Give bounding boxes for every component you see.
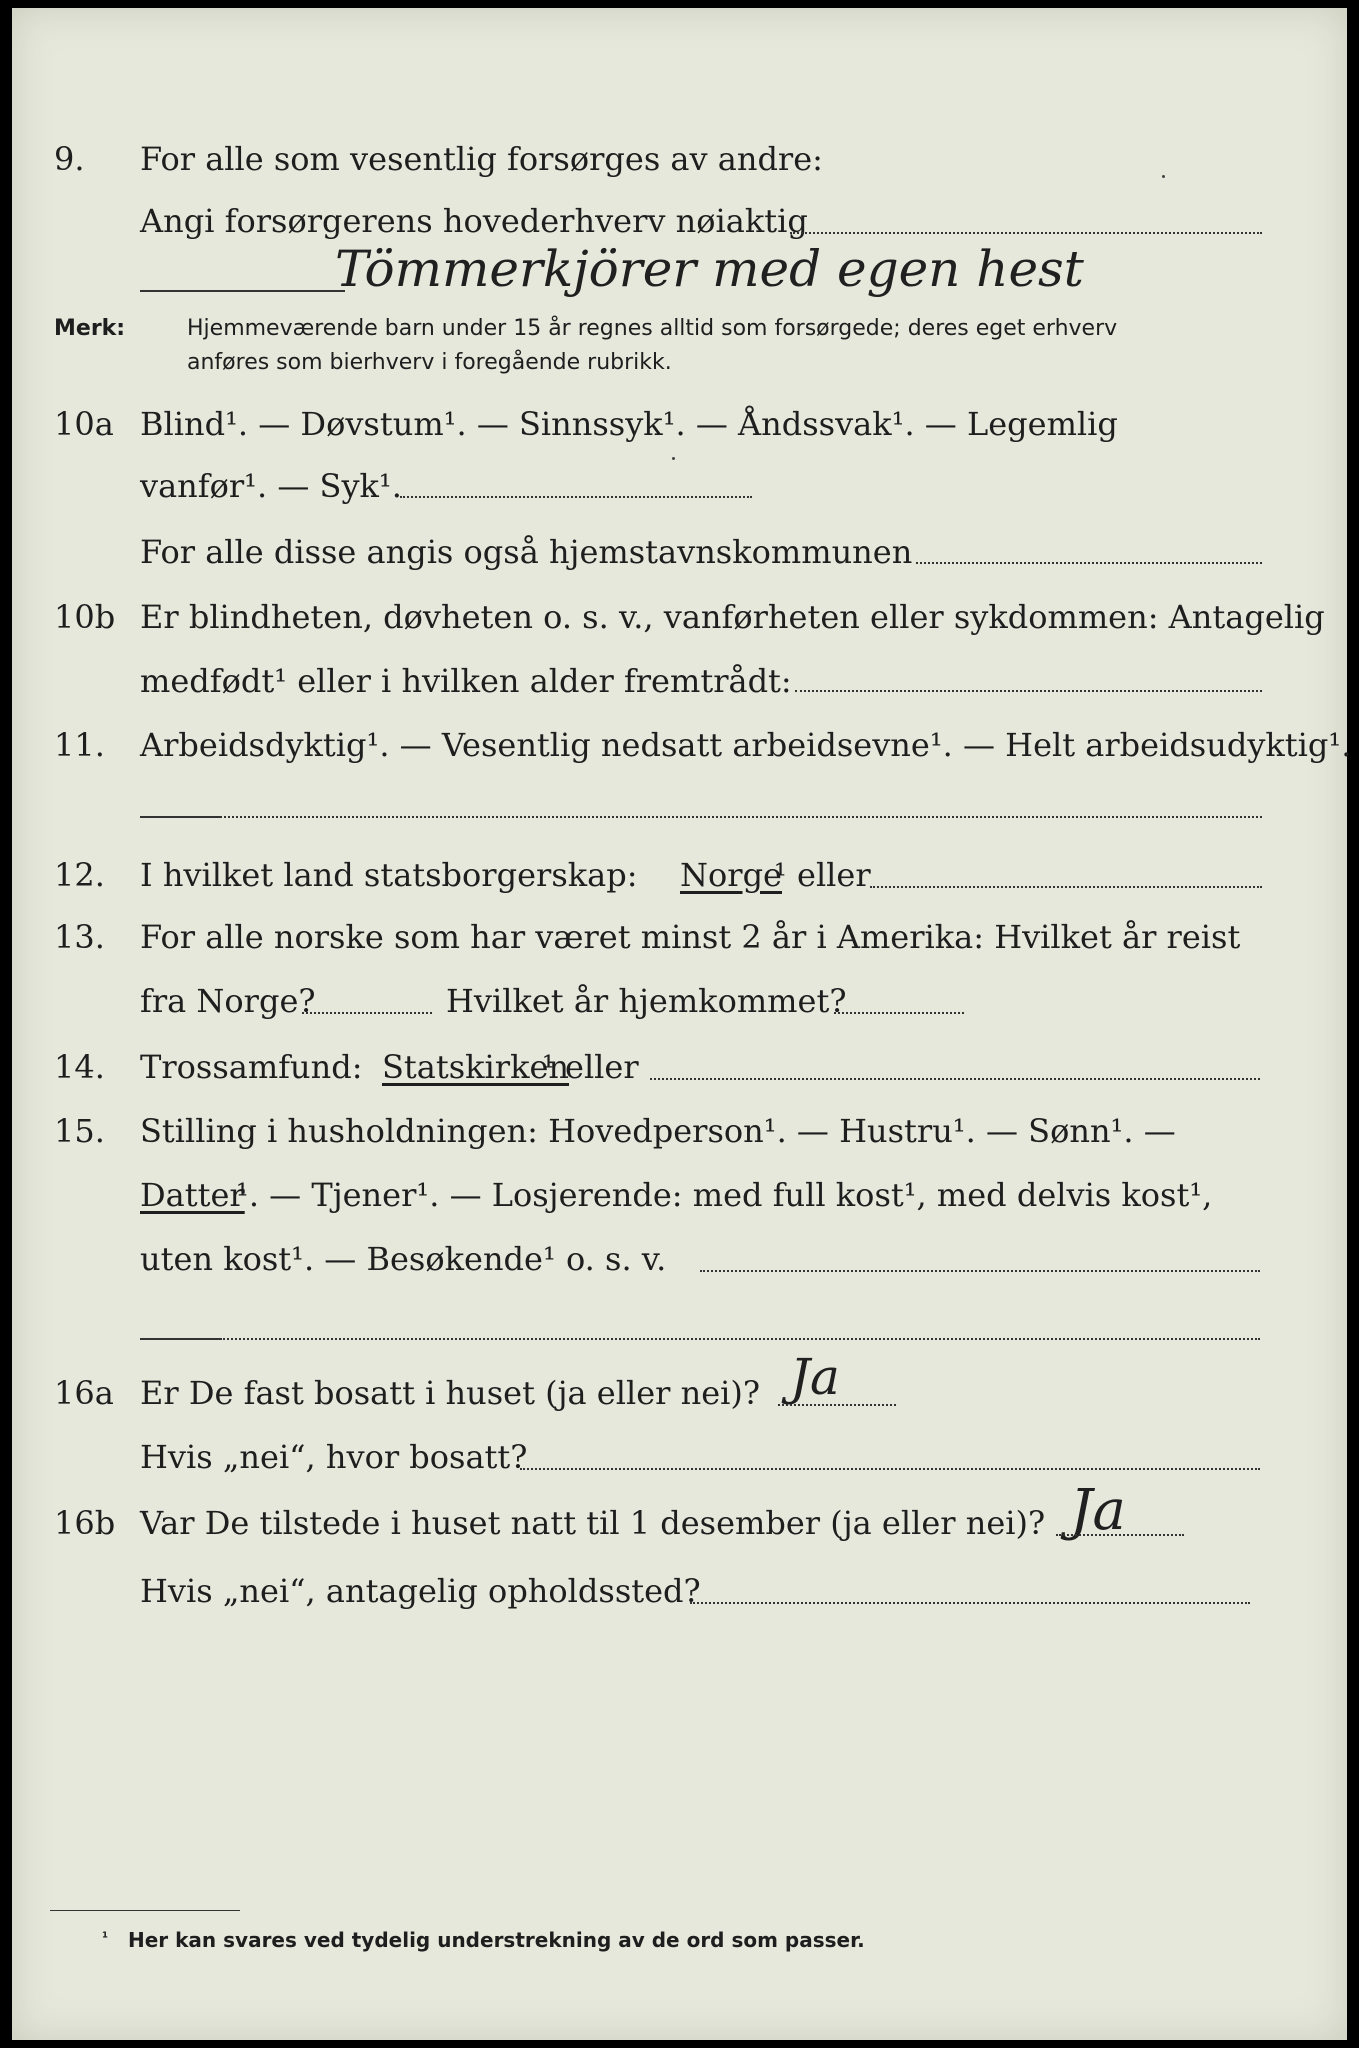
q10a-fill-line [400,496,752,498]
q16b-number: 16b [54,1504,116,1542]
q12-number: 12. [54,856,105,894]
q15-line3 [0,1240,1359,1304]
q10a-line2 [0,467,1359,531]
q10a-number: 10a [54,405,114,443]
q15-text: Stilling i husholdningen: Hovedperson¹. — Hustru¹. — Sønn¹. — [140,1112,1176,1150]
q10a-text: Blind¹. — Døvstum¹. — Sinnssyk¹. — Åndssvak¹. — Legemlig [140,405,1118,443]
q16a-fill-line2 [520,1468,1260,1470]
q13-text2a: fra Norge? [140,982,316,1020]
q14-suffix: ¹ eller [542,1048,639,1086]
q10a-line3 [0,533,1359,597]
q14-underlined: Statskirken [382,1048,569,1086]
merk-line1: Hjemmeværende barn under 15 år regnes alltid som forsørgede; deres eget erhverv [187,316,1118,341]
q10a-fill-line2 [916,562,1262,564]
q12-suffix: ¹ eller [774,856,871,894]
q11-fill-line [220,816,1262,818]
q11-number: 11. [54,726,105,764]
q11-line1 [0,726,1359,790]
q16b-fill-line2 [690,1602,1250,1604]
q15-text3: uten kost¹. — Besøkende¹ o. s. v. [140,1240,667,1278]
merk-line2: anføres som bierhverv i foregående rubrikk. [187,350,672,375]
q12-line1 [0,856,1359,920]
q15-fill-line2 [220,1338,1260,1340]
q16b-text2: Hvis „nei“, antagelig opholdssted? [140,1572,701,1610]
q13-fill-line2 [834,1012,964,1014]
q9-number: 9. [54,140,85,178]
q14-text: Trossamfund: [140,1048,363,1086]
q13-line1 [0,918,1359,982]
q16b-fill-line [1056,1534,1184,1536]
q12-underlined: Norge [680,856,782,894]
q10b-line1 [0,598,1359,662]
q15-underlined: Datter [140,1176,245,1214]
q10a-text3: For alle disse angis også hjemstavnskommunen [140,533,913,571]
q12-fill-line [870,886,1262,888]
q16a-answer: Ja [790,1348,840,1406]
q14-line1 [0,1048,1359,1112]
q10b-line2 [0,662,1359,726]
q13-line2 [0,982,1359,1046]
q15-rule [140,1338,220,1340]
q10a-line1 [0,405,1359,469]
q16b-text: Var De tilstede i huset natt til 1 desember (ja eller nei)? [140,1504,1046,1542]
q11-rule [140,816,220,818]
q10a-text2: vanfør¹. — Syk¹. [140,467,402,505]
q11-text: Arbeidsdyktig¹. — Vesentlig nedsatt arbeidsevne¹. — Helt arbeidsudyktig¹. [140,726,1352,764]
q15-number: 15. [54,1112,105,1150]
q15-fill-line [700,1270,1260,1272]
q10b-text: Er blindheten, døvheten o. s. v., vanførheten eller sykdommen: Antagelig [140,598,1325,636]
q9-fill-line [790,232,1262,234]
q15-line1 [0,1112,1359,1176]
q15-line2 [0,1176,1359,1240]
q13-fill-line1 [302,1012,432,1014]
paper-speck [1162,175,1165,178]
paper-speck [672,457,675,460]
q16b-answer: Ja [1070,1478,1126,1543]
q16a-text: Er De fast bosatt i huset (ja eller nei)? [140,1374,761,1412]
q13-text2b: Hvilket år hjemkommet? [446,982,847,1020]
q9-answer: Tömmerkjörer med egen hest [335,240,1084,298]
q16a-fill-line [778,1404,896,1406]
q16a-text2: Hvis „nei“, hvor bosatt? [140,1438,528,1476]
footnote-rule [50,1910,240,1911]
q9-text: For alle som vesentlig forsørges av andre: [140,140,823,178]
q12-text: I hvilket land statsborgerskap: [140,856,638,894]
q10b-text2: medfødt¹ eller i hvilken alder fremtrådt: [140,662,792,700]
q9-text2: Angi forsørgerens hovederhverv nøiaktig [140,202,808,240]
q16a-line2 [0,1438,1359,1502]
q16b-line2 [0,1572,1359,1636]
footnote-marker: ¹ [102,1930,109,1946]
q16b-line1 [0,1504,1359,1568]
q9-line1 [0,140,1359,204]
q14-fill-line [650,1078,1260,1080]
q10b-number: 10b [54,598,116,636]
merk-label: Merk: [54,316,126,341]
q15-text2: ¹. — Tjener¹. — Losjerende: med full kost¹, med delvis kost¹, [236,1176,1213,1214]
q13-number: 13. [54,918,105,956]
q16a-number: 16a [54,1374,114,1412]
footnote-text: Her kan svares ved tydelig understrekning av de ord som passer. [128,1928,865,1952]
q9-answer-rule [140,290,345,292]
q10b-fill-line [795,690,1262,692]
q14-number: 14. [54,1048,105,1086]
q13-text: For alle norske som har været minst 2 år i Amerika: Hvilket år reist [140,918,1241,956]
q16a-line1 [0,1374,1359,1438]
